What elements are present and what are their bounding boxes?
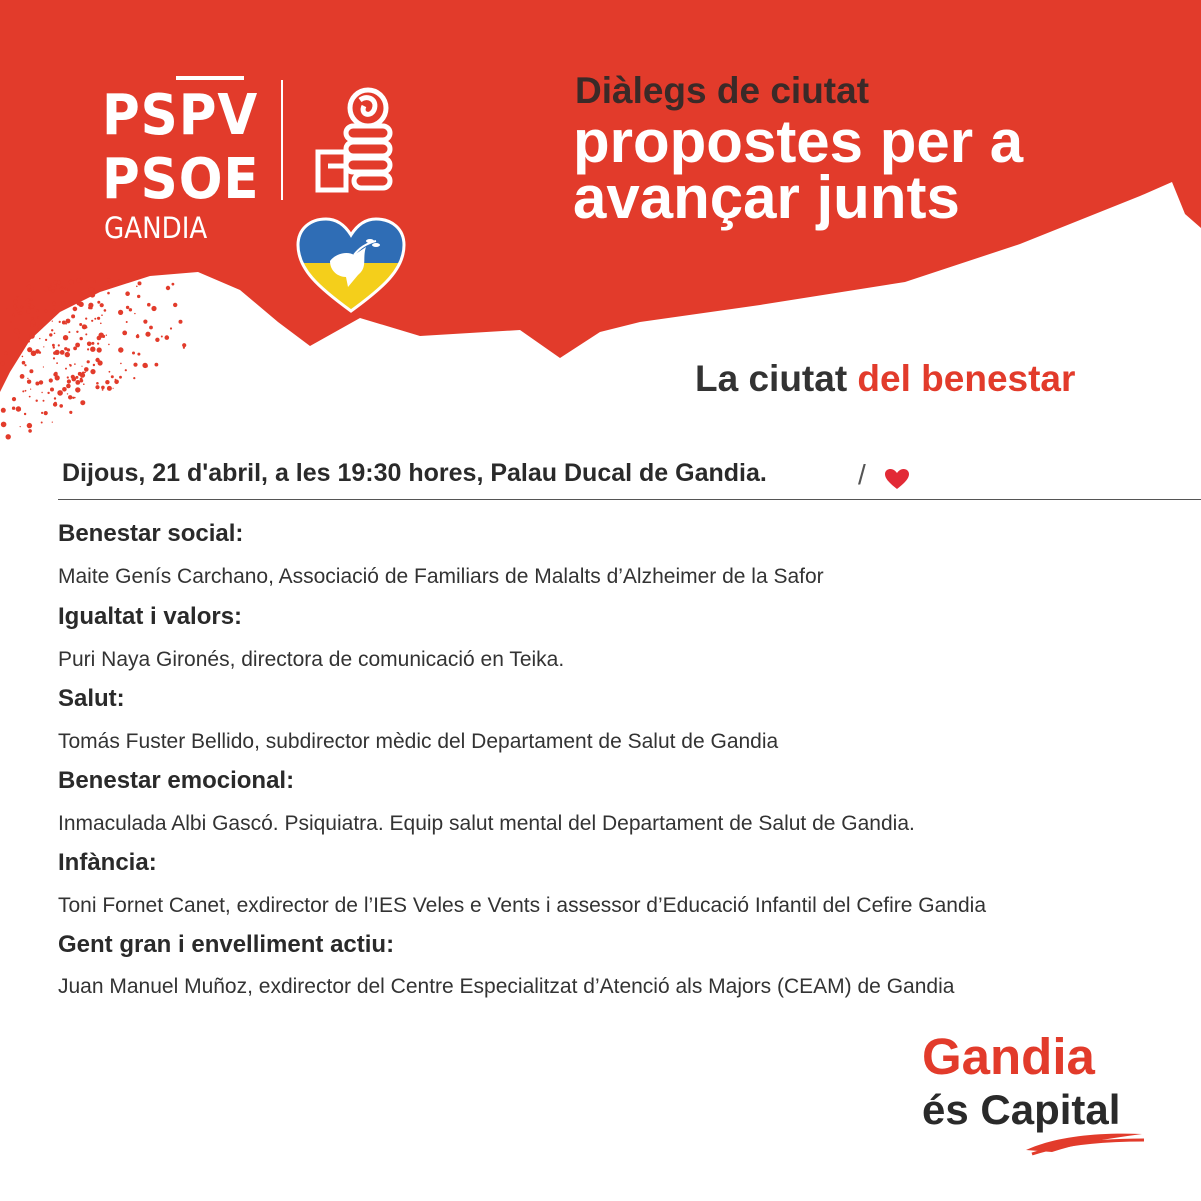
spray-speck <box>129 308 132 311</box>
spray-speck <box>111 375 114 378</box>
spray-speck <box>155 363 159 367</box>
spray-speck <box>59 321 61 323</box>
spray-speck <box>44 286 49 291</box>
event-details: Dijous, 21 d'abril, a les 19:30 hores, Palau Ducal de Gandia. <box>62 459 767 487</box>
spray-speck <box>27 423 32 428</box>
spray-speck <box>137 353 140 356</box>
rose-fist-icon <box>314 86 398 200</box>
spray-speck <box>90 347 95 352</box>
spray-speck <box>101 386 105 390</box>
spray-speck <box>80 373 85 378</box>
spray-speck <box>143 320 147 324</box>
spray-speck <box>74 397 76 399</box>
spray-speck <box>69 280 74 285</box>
spray-speck <box>102 389 104 391</box>
spray-speck <box>137 295 140 298</box>
spray-speck <box>54 333 56 335</box>
spray-speck <box>80 379 84 383</box>
spray-speck <box>82 324 87 329</box>
spray-speck <box>43 400 45 402</box>
brand-gandia: Gandia <box>922 1028 1095 1085</box>
spray-speck <box>132 352 135 355</box>
spray-speck <box>68 395 72 399</box>
spray-speck <box>1 408 6 413</box>
spray-speck <box>95 385 99 389</box>
spray-speck <box>100 323 102 325</box>
spray-speck <box>17 296 18 297</box>
spray-speck <box>43 346 44 347</box>
spray-speck <box>106 335 107 336</box>
spray-speck <box>104 309 107 312</box>
speaker-line: Tomás Fuster Bellido, subdirector mèdic del Departament de Salut de Gandia <box>58 730 779 753</box>
speaker-line: Juan Manuel Muñoz, exdirector del Centre Especialitzat d’Atenció als Majors (CEAM) de Gandia <box>58 975 955 998</box>
spray-speck <box>161 336 163 338</box>
spray-speck <box>62 321 66 325</box>
header-title-line2: avançar junts <box>573 164 960 231</box>
spray-speck <box>26 309 31 314</box>
spray-speck <box>45 309 48 312</box>
spray-speck <box>136 335 140 339</box>
spray-speck <box>22 390 24 392</box>
spray-speck <box>100 289 101 290</box>
spray-speck <box>41 412 43 414</box>
spray-speck <box>73 307 78 312</box>
spray-speck <box>87 342 92 347</box>
spray-speck <box>57 280 61 284</box>
spray-speck <box>97 350 99 352</box>
spray-speck <box>133 377 135 379</box>
spray-speck <box>126 321 128 323</box>
spray-speck <box>43 366 44 367</box>
spray-speck <box>126 306 129 309</box>
spray-speck <box>18 337 19 338</box>
spray-speck <box>67 379 71 383</box>
spray-speck <box>67 376 69 378</box>
header-subtitle: Diàlegs de ciutat <box>575 70 870 111</box>
spray-speck <box>118 279 121 282</box>
spray-speck <box>118 347 123 352</box>
spray-speck <box>52 321 53 322</box>
spray-speck <box>87 348 89 350</box>
spray-speck <box>12 397 16 401</box>
spray-speck <box>68 331 70 333</box>
spray-speck <box>170 327 172 329</box>
heart-icon <box>884 468 910 490</box>
spray-speck <box>54 397 56 399</box>
spray-speck <box>122 331 127 336</box>
spray-speck <box>107 386 112 391</box>
spray-speck <box>39 338 40 339</box>
spray-speck <box>30 370 33 373</box>
spray-speck <box>27 380 31 384</box>
theme-title <box>695 358 1075 400</box>
spray-speck <box>75 387 80 392</box>
spray-speck <box>91 320 93 322</box>
spray-speck <box>22 361 26 365</box>
spray-speck <box>71 314 75 318</box>
spray-speck <box>16 307 19 310</box>
spray-speck <box>47 392 49 394</box>
spray-speck <box>54 402 57 405</box>
spray-speck <box>75 380 80 385</box>
spray-speck <box>166 286 170 290</box>
spray-speck <box>80 337 83 340</box>
spray-speck <box>113 388 114 389</box>
spray-speck <box>133 363 137 367</box>
spray-speck <box>19 407 20 408</box>
spray-speck <box>114 380 119 385</box>
spray-speck <box>43 320 47 324</box>
spray-speck <box>1 422 7 428</box>
topic-label: Benestar emocional: <box>58 767 295 794</box>
topic-label: Benestar social: <box>58 520 244 547</box>
spray-speck <box>52 344 55 347</box>
topic-label: Igualtat i valors: <box>58 603 243 630</box>
spray-speck <box>97 343 99 345</box>
spray-speck <box>20 374 25 379</box>
spray-speck <box>81 366 82 367</box>
spray-speck <box>27 378 28 379</box>
spray-speck <box>59 404 63 408</box>
spray-speck <box>39 380 43 384</box>
spray-speck <box>75 343 80 348</box>
spray-speck <box>60 350 65 355</box>
spray-speck <box>58 344 60 346</box>
theme-prefix: La ciutat <box>695 358 858 399</box>
spray-speck <box>50 284 52 286</box>
spray-speck <box>16 406 21 411</box>
spray-speck <box>36 309 39 312</box>
spray-speck <box>118 310 123 315</box>
spray-speck <box>66 384 71 389</box>
spray-speck <box>145 365 148 368</box>
spray-speck <box>53 351 57 355</box>
spray-speck <box>29 300 32 303</box>
spray-speck <box>65 368 67 370</box>
spray-speck <box>84 367 89 372</box>
spray-speck <box>41 392 42 393</box>
spray-speck <box>37 316 39 318</box>
spray-speck <box>52 422 53 423</box>
spray-speck <box>53 346 55 348</box>
spray-speck <box>125 291 130 296</box>
topic-label: Infància: <box>58 849 157 876</box>
event-separator: / <box>858 459 866 490</box>
spray-speck <box>53 357 55 359</box>
spray-speck <box>134 313 135 314</box>
spray-speck <box>155 338 159 342</box>
brand-es-capital: és Capital <box>922 1086 1121 1133</box>
spray-speck <box>24 364 26 366</box>
spray-speck <box>94 318 96 320</box>
logo-accent-bar <box>176 76 244 80</box>
speaker-line: Toni Fornet Canet, exdirector de l’IES Veles e Vents i assessor d’Educació Infantil del Cefire Gandia <box>58 894 986 917</box>
logo-divider <box>281 80 283 200</box>
spray-speck <box>94 281 96 283</box>
spray-speck <box>35 382 39 386</box>
spray-speck <box>88 287 93 292</box>
spray-speck <box>28 429 32 433</box>
spray-speck <box>38 324 43 329</box>
spray-speck <box>149 326 153 330</box>
logo-gandia: GANDIA <box>104 211 208 245</box>
logo-psoe: PSOE <box>102 147 260 212</box>
spray-speck <box>108 344 110 346</box>
speaker-line: Puri Naya Gironés, directora de comunicació en Teika. <box>58 648 565 671</box>
spray-speck <box>0 361 5 366</box>
spray-speck <box>97 301 100 304</box>
speaker-line: Maite Genís Carchano, Associació de Familiars de Malalts d’Alzheimer de la Safor <box>58 565 824 588</box>
spray-speck <box>105 380 109 384</box>
spray-speck <box>76 331 78 333</box>
spray-speck <box>60 288 63 291</box>
spray-speck <box>107 292 110 295</box>
spray-speck <box>79 323 82 326</box>
spray-speck <box>165 335 170 340</box>
spray-speck <box>182 343 186 347</box>
spray-speck <box>64 347 67 350</box>
theme-highlight: del benestar <box>857 358 1076 399</box>
spray-speck <box>29 333 35 339</box>
spray-speck <box>93 364 95 366</box>
spray-speck <box>54 284 57 287</box>
spray-speck <box>172 283 175 286</box>
spray-speck <box>119 376 122 379</box>
logo-pspv: PSPV <box>102 83 259 148</box>
spray-speck <box>91 342 94 345</box>
spray-speck <box>62 387 67 392</box>
spray-speck <box>25 390 27 392</box>
spray-speck <box>173 303 177 307</box>
spray-speck <box>99 333 104 338</box>
topic-label: Gent gran i envelliment actiu: <box>58 931 395 958</box>
spray-speck <box>13 299 17 303</box>
spray-speck <box>69 364 71 366</box>
spray-speck <box>24 413 26 415</box>
spray-speck <box>12 407 15 410</box>
spray-speck <box>75 376 78 379</box>
spray-speck <box>10 321 11 322</box>
spray-speck <box>27 347 32 352</box>
spray-speck <box>44 411 48 415</box>
spray-speck <box>65 352 70 357</box>
spray-speck <box>85 333 87 335</box>
spray-speck <box>49 333 52 336</box>
spray-speck <box>95 358 99 362</box>
spray-speck <box>88 306 91 309</box>
speaker-line: Inmaculada Albi Gascó. Psiquiatra. Equip salut mental del Departament de Salut de Gandia. <box>58 812 915 835</box>
spray-speck <box>51 289 54 292</box>
spray-speck <box>77 278 82 283</box>
spray-speck <box>109 371 111 373</box>
spray-speck <box>52 302 56 306</box>
spray-speck <box>87 360 90 363</box>
spray-speck <box>151 306 156 311</box>
spray-speck <box>51 329 53 331</box>
spray-speck <box>66 319 71 324</box>
spray-speck <box>90 369 95 374</box>
spray-speck <box>96 382 99 385</box>
spray-speck <box>14 328 19 333</box>
spray-speck <box>87 280 88 281</box>
spray-speck <box>120 363 122 365</box>
spray-speck <box>6 308 7 309</box>
spray-speck <box>56 362 58 364</box>
spray-speck <box>145 332 150 337</box>
spray-speck <box>61 301 65 305</box>
spray-speck <box>27 285 31 289</box>
spray-speck <box>147 303 151 307</box>
spray-speck <box>57 390 63 396</box>
spray-speck <box>45 339 47 341</box>
spray-speck <box>30 305 34 309</box>
spray-speck <box>67 393 68 394</box>
spray-speck <box>41 422 43 424</box>
spray-speck <box>78 302 83 307</box>
spray-speck <box>35 349 40 354</box>
spray-speck <box>31 317 34 320</box>
spray-speck <box>29 396 31 398</box>
spray-speck <box>54 372 58 376</box>
spray-speck <box>109 281 113 285</box>
brush-underline <box>1022 1128 1148 1158</box>
spray-speck <box>101 314 103 316</box>
spray-speck <box>85 318 87 320</box>
spray-speck <box>53 310 57 314</box>
spray-speck <box>136 286 138 288</box>
spray-speck <box>55 375 60 380</box>
spray-speck <box>18 312 20 314</box>
spray-speck <box>20 426 21 427</box>
spray-speck <box>30 389 31 390</box>
spray-speck <box>6 434 11 439</box>
spray-speck <box>62 307 64 309</box>
spray-speck <box>4 352 7 355</box>
spray-speck <box>83 383 85 385</box>
spray-speck <box>36 400 38 402</box>
spray-speck <box>28 340 30 342</box>
spray-speck <box>19 311 22 314</box>
spray-speck <box>80 400 85 405</box>
spray-speck <box>53 280 57 284</box>
spray-speck <box>56 287 57 288</box>
header-title-line1: propostes per a <box>573 108 1024 175</box>
spray-speck <box>49 378 53 382</box>
spray-speck <box>138 281 142 285</box>
ukraine-heart-dove-icon <box>296 217 406 313</box>
spray-speck <box>63 335 68 340</box>
spray-speck <box>90 292 96 298</box>
spray-speck <box>12 314 15 317</box>
spray-speck <box>69 411 72 414</box>
spray-speck <box>100 303 104 307</box>
spray-speck <box>74 363 76 365</box>
event-divider <box>58 499 1201 500</box>
topic-label: Salut: <box>58 685 125 712</box>
spray-speck <box>97 317 100 320</box>
spray-speck <box>50 388 54 392</box>
spray-speck <box>20 306 22 308</box>
spray-speck <box>30 324 34 328</box>
spray-speck <box>125 369 127 371</box>
spray-speck <box>97 347 102 352</box>
spray-speck <box>22 356 24 358</box>
spray-speck <box>69 302 71 304</box>
spray-speck <box>179 320 183 324</box>
